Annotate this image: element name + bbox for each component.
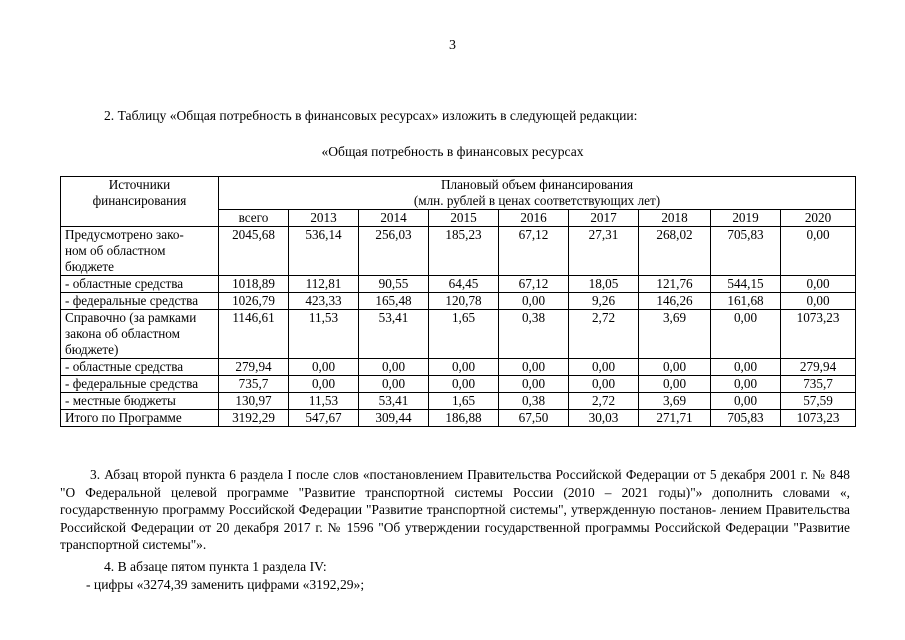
table-cell: 1026,79 — [219, 293, 289, 310]
table-cell: 705,83 — [711, 410, 781, 427]
table-cell: 53,41 — [359, 393, 429, 410]
table-row — [61, 410, 856, 427]
table-cell: 1073,23 — [781, 310, 856, 359]
column-header: 2020 — [781, 210, 856, 227]
planned-volume-header — [219, 177, 856, 210]
table-cell: 1,65 — [429, 393, 499, 410]
table-cell: 0,00 — [781, 227, 856, 276]
table-cell: 0,00 — [569, 359, 639, 376]
table-cell: 146,26 — [639, 293, 711, 310]
table-cell: 0,00 — [499, 376, 569, 393]
table-cell: 53,41 — [359, 310, 429, 359]
row-label: - местные бюджеты — [61, 393, 219, 410]
row-label: - областные средства — [61, 276, 219, 293]
column-header: всего — [219, 210, 289, 227]
table-cell: 0,00 — [359, 359, 429, 376]
table-cell: 161,68 — [711, 293, 781, 310]
paragraph-3-line: лением Правительства Российской Федерации от 20 декабря 2017 г. № 1596 "Об утверждении государственной программы — [60, 502, 850, 535]
table-cell: 268,02 — [639, 227, 711, 276]
table-cell: 0,00 — [711, 376, 781, 393]
column-header: 2015 — [429, 210, 499, 227]
table-cell: 9,26 — [569, 293, 639, 310]
paragraph-3-line: 3. Абзац второй пункта 6 раздела I после слов «постановлением Правительства Российской Федерации от 5 декабря — [90, 467, 766, 482]
table-cell: 0,00 — [499, 293, 569, 310]
paragraph-3-line: словами «, государственную программу Российской Федерации "Развитие транспортной системы", утвержденную постанов- — [60, 484, 850, 517]
table-cell: 1073,23 — [781, 410, 856, 427]
column-header: 2018 — [639, 210, 711, 227]
row-label: - федеральные средства — [61, 293, 219, 310]
table-cell: 130,97 — [219, 393, 289, 410]
column-header: 2016 — [499, 210, 569, 227]
table-cell: 1,65 — [429, 310, 499, 359]
table-cell: 11,53 — [289, 310, 359, 359]
planned-volume-title: Плановый объем финансирования — [440, 177, 634, 192]
table-row — [61, 376, 856, 393]
table-cell: 27,31 — [569, 227, 639, 276]
table-cell: 67,12 — [499, 276, 569, 293]
table-cell: 1146,61 — [219, 310, 289, 359]
table-cell: 0,00 — [429, 376, 499, 393]
table-cell: 90,55 — [359, 276, 429, 293]
column-header: 2014 — [359, 210, 429, 227]
table-row — [61, 227, 856, 276]
table-cell: 67,50 — [499, 410, 569, 427]
table-cell: 735,7 — [219, 376, 289, 393]
table-cell: 735,7 — [781, 376, 856, 393]
table-cell: 256,03 — [359, 227, 429, 276]
table-cell: 64,45 — [429, 276, 499, 293]
intro-paragraph: 2. Таблицу «Общая потребность в финансовых ресурсах» изложить в следующей редакции: — [104, 108, 638, 123]
table-cell: 544,15 — [711, 276, 781, 293]
table-cell: 1018,89 — [219, 276, 289, 293]
table-cell: 67,12 — [499, 227, 569, 276]
table-header-row — [61, 177, 856, 210]
paragraph-3-line: 2001 г. № 848 "О Федеральной целевой программе "Развитие транспортной системы России (2010 – 2021 годы)"» дополнить — [60, 467, 851, 500]
paragraph-3-line: Российской Федерации "Развитие транспортной системы"». — [60, 519, 850, 552]
table-cell: 2,72 — [569, 310, 639, 359]
table-cell: 121,76 — [639, 276, 711, 293]
table-cell: 0,00 — [429, 359, 499, 376]
row-label: Предусмотрено зако- ном об областном бюджете — [61, 227, 219, 276]
table-cell: 3,69 — [639, 393, 711, 410]
table-cell: 0,00 — [499, 359, 569, 376]
table-cell: 0,00 — [711, 393, 781, 410]
table-row — [61, 359, 856, 376]
table-cell: 11,53 — [289, 393, 359, 410]
table-caption: «Общая потребность в финансовых ресурсах — [321, 144, 584, 159]
paragraph-4: 4. В абзаце пятом пункта 1 раздела IV: — [104, 559, 327, 574]
table-cell: 279,94 — [781, 359, 856, 376]
column-header: 2013 — [289, 210, 359, 227]
table-cell: 120,78 — [429, 293, 499, 310]
row-label: Итого по Программе — [61, 410, 219, 427]
table-cell: 547,67 — [289, 410, 359, 427]
paragraph-3 — [60, 466, 850, 554]
table-cell: 0,38 — [499, 310, 569, 359]
table-cell: 3192,29 — [219, 410, 289, 427]
table-cell: 309,44 — [359, 410, 429, 427]
table-cell: 705,83 — [711, 227, 781, 276]
table-cell: 2045,68 — [219, 227, 289, 276]
planned-volume-units: (млн. рублей в ценах соответствующих лет) — [413, 193, 661, 208]
table-row — [61, 393, 856, 410]
table-cell: 0,00 — [711, 359, 781, 376]
table-row — [61, 310, 856, 359]
column-header: 2017 — [569, 210, 639, 227]
table-cell: 0,00 — [639, 376, 711, 393]
table-row — [61, 293, 856, 310]
table-cell: 2,72 — [569, 393, 639, 410]
table-cell: 57,59 — [781, 393, 856, 410]
table-cell: 0,00 — [781, 293, 856, 310]
table-cell: 0,00 — [781, 276, 856, 293]
financing-table — [60, 176, 856, 427]
page-number: 3 — [449, 38, 456, 53]
table-cell: 0,00 — [289, 376, 359, 393]
table-cell: 0,38 — [499, 393, 569, 410]
table-cell: 536,14 — [289, 227, 359, 276]
table-cell: 186,88 — [429, 410, 499, 427]
table-cell: 0,00 — [569, 376, 639, 393]
table-cell: 0,00 — [359, 376, 429, 393]
column-header: 2019 — [711, 210, 781, 227]
paragraph-4-item: - цифры «3274,39 заменить цифрами «3192,29»; — [86, 577, 365, 592]
table-cell: 423,33 — [289, 293, 359, 310]
table-cell: 18,05 — [569, 276, 639, 293]
row-label: Справочно (за рамками закона об областном бюджете) — [61, 310, 219, 359]
table-cell: 0,00 — [711, 310, 781, 359]
table-row — [61, 276, 856, 293]
table-cell: 0,00 — [639, 359, 711, 376]
table-cell: 112,81 — [289, 276, 359, 293]
table-cell: 279,94 — [219, 359, 289, 376]
row-label: - областные средства — [61, 359, 219, 376]
table-cell: 0,00 — [289, 359, 359, 376]
table-cell: 3,69 — [639, 310, 711, 359]
table-cell: 30,03 — [569, 410, 639, 427]
sources-header: Источники финансирования — [61, 177, 219, 227]
row-label: - федеральные средства — [61, 376, 219, 393]
table-cell: 165,48 — [359, 293, 429, 310]
table-cell: 271,71 — [639, 410, 711, 427]
table-cell: 185,23 — [429, 227, 499, 276]
